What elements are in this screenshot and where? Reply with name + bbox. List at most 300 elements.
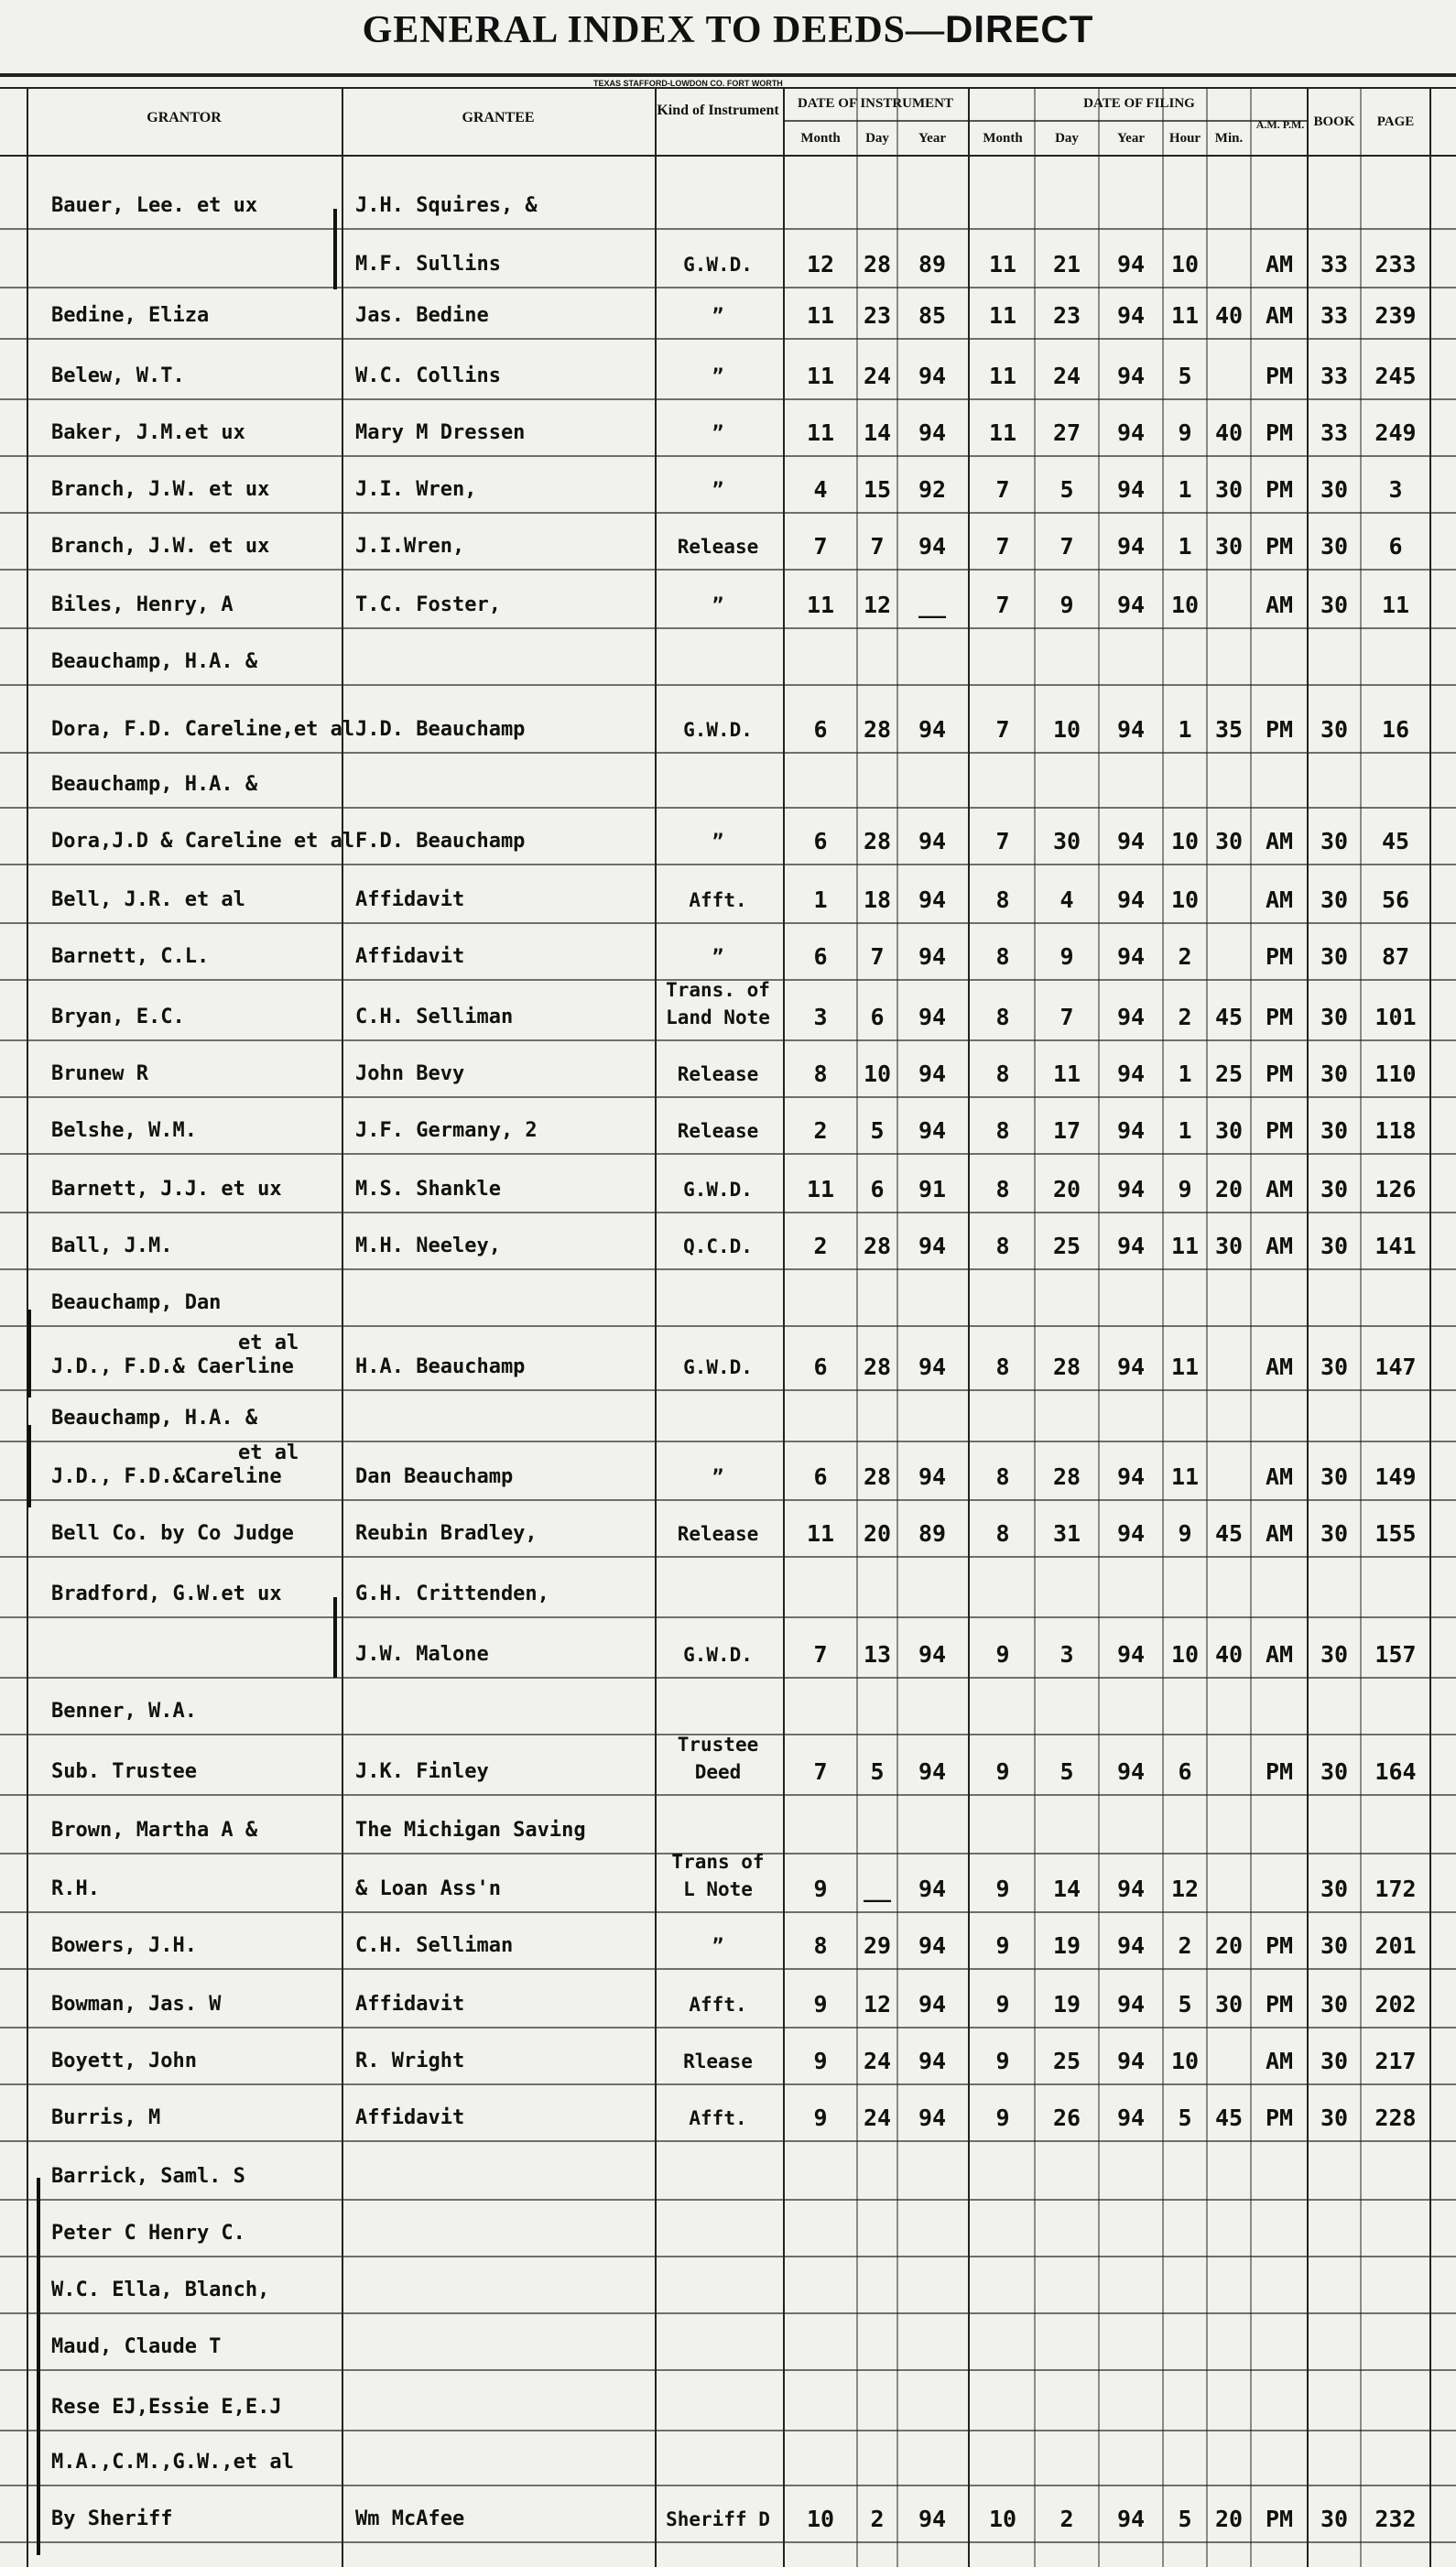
cell-ap: AM	[1265, 302, 1294, 329]
cell-book: 30	[1320, 1004, 1349, 1030]
cell-grantee: Affidavit	[355, 2106, 465, 2129]
cell-page: 249	[1375, 419, 1417, 446]
cell-m: 6	[813, 716, 828, 743]
cell-fh: 5	[1178, 2506, 1192, 2532]
cell-fm: 9	[995, 1758, 1010, 1785]
cell-grantee: The Michigan Saving	[355, 1819, 586, 1842]
cell-fh: 11	[1170, 1463, 1200, 1490]
cell-fd: 24	[1052, 363, 1081, 389]
cell-yr: 89	[918, 251, 947, 277]
cell-grantee: C.H. Selliman	[355, 1006, 514, 1028]
cell-page: 201	[1375, 1932, 1417, 1959]
cell-m: 9	[813, 1876, 828, 1902]
cell-m: 6	[813, 1463, 828, 1490]
cell-yr: 92	[918, 476, 947, 503]
cell-fd: 19	[1052, 1932, 1081, 1959]
cell-fm: 8	[995, 1004, 1010, 1030]
cell-grantor: Maud, Claude T	[51, 2335, 222, 2358]
cell-grantor: Bowers, J.H.	[51, 1934, 197, 1957]
cell-grantee: M.F. Sullins	[355, 253, 501, 276]
cell-book: 30	[1320, 1117, 1349, 1144]
cell-page: 233	[1375, 251, 1417, 277]
cell-d: 6	[870, 1176, 885, 1202]
header-date-filing: DATE OF FILING	[1083, 96, 1195, 111]
cell-grantee: Affidavit	[355, 888, 465, 911]
cell-m: 6	[813, 943, 828, 970]
cell-kind: ”	[712, 831, 724, 853]
cell-page: 11	[1381, 592, 1410, 618]
cell-grantor: Peter C Henry C.	[51, 2222, 245, 2245]
cell-grantee: Mary M Dressen	[355, 421, 526, 444]
cell-fy: 94	[1116, 943, 1146, 970]
cell-yr: 85	[918, 302, 947, 329]
cell-kind: ”	[712, 594, 724, 616]
cell-m: 3	[813, 1004, 828, 1030]
cell-page: 110	[1375, 1061, 1417, 1087]
cell-yr: 94	[918, 533, 947, 560]
cell-fm: 8	[995, 1176, 1010, 1202]
cell-fd: 11	[1052, 1061, 1081, 1087]
cell-kind-top: Trans of	[671, 1851, 765, 1873]
cell-fmin: 25	[1214, 1061, 1244, 1087]
cell-book: 30	[1320, 716, 1349, 743]
cell-d: 14	[863, 419, 892, 446]
cell-ap: PM	[1265, 363, 1294, 389]
cell-yr: 94	[918, 1758, 947, 1785]
cell-fy: 94	[1116, 1520, 1146, 1547]
cell-fm: 10	[988, 2506, 1017, 2532]
grantor-brace	[37, 2178, 40, 2555]
cell-fm: 8	[995, 943, 1010, 970]
header-month: Month	[800, 131, 841, 146]
cell-d: 6	[870, 1004, 885, 1030]
cell-grantor: By Sheriff	[51, 2507, 173, 2530]
cell-page: 228	[1375, 2105, 1417, 2131]
cell-d: 28	[863, 1463, 892, 1490]
cell-yr: 94	[918, 1932, 947, 1959]
cell-grantor: Biles, Henry, A	[51, 593, 234, 616]
cell-yr: 94	[918, 886, 947, 913]
cell-grantor: Branch, J.W. et ux	[51, 478, 270, 501]
cell-grantee: J.F. Germany, 2	[355, 1119, 538, 1142]
cell-kind: Release	[677, 536, 759, 558]
cell-book: 33	[1320, 302, 1349, 329]
cell-ap: AM	[1265, 1520, 1294, 1547]
cell-d: 13	[863, 1641, 892, 1668]
cell-ap: PM	[1265, 1991, 1294, 2018]
cell-fh: 1	[1178, 716, 1192, 743]
cell-kind: G.W.D.	[683, 719, 753, 741]
cell-grantee: W.C. Collins	[355, 364, 501, 387]
cell-fmin: 30	[1214, 828, 1244, 854]
cell-page: 155	[1375, 1520, 1417, 1547]
cell-fy: 94	[1116, 2048, 1146, 2074]
cell-fm: 8	[995, 1117, 1010, 1144]
cell-kind: Rlease	[683, 2050, 753, 2072]
printer-imprint: TEXAS STAFFORD-LOWDON CO. FORT WORTH	[593, 79, 783, 88]
cell-grantee: M.S. Shankle	[355, 1178, 501, 1201]
cell-fh: 1	[1178, 533, 1192, 560]
cell-fm: 7	[995, 476, 1010, 503]
cell-page: 56	[1381, 886, 1410, 913]
cell-m: 4	[813, 476, 828, 503]
cell-m: 7	[813, 1641, 828, 1668]
cell-kind: G.W.D.	[683, 1179, 753, 1201]
cell-m: 6	[813, 1354, 828, 1380]
cell-m: 11	[806, 592, 835, 618]
cell-yr: 94	[918, 1991, 947, 2018]
cell-fd: 5	[1059, 1758, 1074, 1785]
cell-grantee: M.H. Neeley,	[355, 1235, 501, 1257]
cell-book: 30	[1320, 592, 1349, 618]
cell-grantee: Dan Beauchamp	[355, 1465, 514, 1488]
cell-fy: 94	[1116, 1932, 1146, 1959]
cell-d: 7	[870, 943, 885, 970]
cell-grantee: J.K. Finley	[355, 1760, 489, 1783]
cell-fy: 94	[1116, 363, 1146, 389]
cell-yr: 94	[918, 1463, 947, 1490]
cell-kind-top: Trustee	[677, 1734, 759, 1756]
cell-d: 10	[863, 1061, 892, 1087]
cell-ap: AM	[1265, 2048, 1294, 2074]
cell-d: 5	[870, 1758, 885, 1785]
cell-fy: 94	[1116, 1641, 1146, 1668]
cell-fmin: 30	[1214, 1991, 1244, 2018]
cell-book: 30	[1320, 1354, 1349, 1380]
cell-fm: 8	[995, 1233, 1010, 1259]
cell-book: 30	[1320, 828, 1349, 854]
cell-grantee: G.H. Crittenden,	[355, 1583, 549, 1605]
cell-grantor: J.D., F.D.&Careline	[51, 1465, 282, 1488]
cell-fy: 94	[1116, 1061, 1146, 1087]
cell-fm: 7	[995, 533, 1010, 560]
cell-fh: 9	[1178, 419, 1192, 446]
cell-book: 30	[1320, 1176, 1349, 1202]
cell-fy: 94	[1116, 2506, 1146, 2532]
cell-fm: 9	[995, 1876, 1010, 1902]
cell-kind: G.W.D.	[683, 254, 753, 276]
cell-yr: 94	[918, 828, 947, 854]
cell-page: 126	[1375, 1176, 1417, 1202]
cell-yr: 94	[918, 2048, 947, 2074]
cell-ap: PM	[1265, 943, 1294, 970]
cell-fmin: 35	[1214, 716, 1244, 743]
cell-book: 30	[1320, 533, 1349, 560]
cell-grantor: Beauchamp, H.A. &	[51, 650, 258, 673]
cell-page: 164	[1375, 1758, 1417, 1785]
cell-book: 30	[1320, 1932, 1349, 1959]
cell-yr: 94	[918, 1061, 947, 1087]
cell-kind: Afft.	[689, 2107, 747, 2129]
cell-fm: 9	[995, 1932, 1010, 1959]
cell-fm: 9	[995, 1991, 1010, 2018]
cell-yr: 94	[918, 2506, 947, 2532]
cell-fh: 11	[1170, 1354, 1200, 1380]
cell-grantee: T.C. Foster,	[355, 593, 501, 616]
cell-fh: 5	[1178, 363, 1192, 389]
cell-d: 12	[863, 592, 892, 618]
cell-d: 24	[863, 2048, 892, 2074]
cell-fd: 10	[1052, 716, 1081, 743]
cell-fh: 10	[1170, 251, 1200, 277]
header-filing-year: Year	[1117, 131, 1145, 146]
cell-kind: ”	[712, 422, 724, 444]
cell-book: 30	[1320, 1520, 1349, 1547]
cell-grantor: Barrick, Saml. S	[51, 2165, 245, 2188]
cell-grantor: Barnett, C.L.	[51, 945, 210, 968]
header-book: BOOK	[1313, 114, 1355, 129]
cell-fm: 8	[995, 886, 1010, 913]
cell-fmin: 30	[1214, 533, 1244, 560]
cell-book: 30	[1320, 1991, 1349, 2018]
cell-fh: 10	[1170, 2048, 1200, 2074]
cell-kind: ”	[712, 1466, 724, 1488]
cell-d: 2	[870, 2506, 885, 2532]
cell-fh: 10	[1170, 886, 1200, 913]
cell-d: 28	[863, 1354, 892, 1380]
cell-d: 28	[863, 251, 892, 277]
cell-kind: Deed	[694, 1761, 742, 1783]
cell-grantor: Dora, F.D. Careline,et al	[51, 718, 355, 741]
cell-kind-top: Trans. of	[666, 979, 770, 1001]
cell-grantee: R. Wright	[355, 2050, 465, 2072]
cell-ap: AM	[1265, 1354, 1294, 1380]
cell-page: 232	[1375, 2506, 1417, 2532]
cell-fh: 11	[1170, 1233, 1200, 1259]
cell-fy: 94	[1116, 1117, 1146, 1144]
cell-kind: Release	[677, 1120, 759, 1142]
cell-grantee: H.A. Beauchamp	[355, 1355, 526, 1378]
cell-fh: 5	[1178, 1991, 1192, 2018]
cell-m: 2	[813, 1117, 828, 1144]
cell-grantee: J.D. Beauchamp	[355, 718, 526, 741]
cell-fh: 2	[1178, 1004, 1192, 1030]
cell-d: 12	[863, 1991, 892, 2018]
cell-book: 30	[1320, 943, 1349, 970]
cell-fmin: 30	[1214, 1233, 1244, 1259]
cell-fh: 5	[1178, 2105, 1192, 2131]
cell-grantor-top: et al	[238, 1441, 299, 1464]
cell-kind: ”	[712, 946, 724, 968]
cell-fmin: 30	[1214, 1117, 1244, 1144]
cell-fy: 94	[1116, 251, 1146, 277]
cell-fmin: 20	[1214, 1932, 1244, 1959]
cell-fm: 7	[995, 716, 1010, 743]
cell-page: 172	[1375, 1876, 1417, 1902]
cell-page: 245	[1375, 363, 1417, 389]
cell-fm: 11	[988, 251, 1017, 277]
cell-yr: 94	[918, 2105, 947, 2131]
cell-fm: 11	[988, 419, 1017, 446]
cell-grantor: R.H.	[51, 1877, 100, 1900]
cell-ap: PM	[1265, 1758, 1294, 1785]
cell-d: 28	[863, 1233, 892, 1259]
cell-fd: 27	[1052, 419, 1081, 446]
cell-ap: PM	[1265, 533, 1294, 560]
cell-m: 7	[813, 533, 828, 560]
cell-grantor: Rese EJ,Essie E,E.J	[51, 2396, 282, 2419]
cell-ap: AM	[1265, 1641, 1294, 1668]
cell-book: 30	[1320, 1061, 1349, 1087]
cell-page: 3	[1388, 476, 1403, 503]
cell-m: 9	[813, 2105, 828, 2131]
grantee-brace	[333, 1597, 337, 1678]
cell-m: 9	[813, 2048, 828, 2074]
cell-fh: 11	[1170, 302, 1200, 329]
cell-d: 23	[863, 302, 892, 329]
cell-grantor: Dora,J.D & Careline et al	[51, 830, 355, 853]
cell-page: 147	[1375, 1354, 1417, 1380]
cell-fm: 7	[995, 828, 1010, 854]
cell-grantor: Brunew R	[51, 1062, 148, 1085]
cell-fd: 25	[1052, 1233, 1081, 1259]
cell-fh: 2	[1178, 1932, 1192, 1959]
cell-ap: AM	[1265, 251, 1294, 277]
cell-fd: 31	[1052, 1520, 1081, 1547]
cell-yr: 94	[918, 1641, 947, 1668]
cell-yr: 94	[918, 1876, 947, 1902]
cell-fmin: 40	[1214, 1641, 1244, 1668]
cell-book: 33	[1320, 363, 1349, 389]
cell-fmin: 45	[1214, 2105, 1244, 2131]
cell-grantor: Ball, J.M.	[51, 1235, 173, 1257]
cell-m: 12	[806, 251, 835, 277]
cell-grantor: J.D., F.D.& Caerline	[51, 1355, 294, 1378]
cell-yr: __	[918, 592, 947, 618]
cell-m: 8	[813, 1932, 828, 1959]
cell-grantee: Affidavit	[355, 945, 465, 968]
cell-grantor: Bryan, E.C.	[51, 1006, 185, 1028]
cell-kind: Sheriff D	[666, 2508, 770, 2530]
cell-ap: PM	[1265, 1932, 1294, 1959]
cell-kind: G.W.D.	[683, 1356, 753, 1378]
cell-fy: 94	[1116, 533, 1146, 560]
cell-d: 20	[863, 1520, 892, 1547]
cell-grantee: C.H. Selliman	[355, 1934, 514, 1957]
cell-yr: 94	[918, 1117, 947, 1144]
cell-fm: 9	[995, 1641, 1010, 1668]
grantee-brace	[333, 209, 337, 289]
cell-yr: 91	[918, 1176, 947, 1202]
cell-grantor: Beauchamp, Dan	[51, 1291, 222, 1314]
cell-grantee: J.H. Squires, &	[355, 194, 538, 217]
cell-fmin: 30	[1214, 476, 1244, 503]
header-min: Min.	[1214, 131, 1244, 146]
cell-book: 30	[1320, 2105, 1349, 2131]
header-date-instrument: DATE OF INSTRUMENT	[797, 96, 954, 111]
cell-m: 10	[806, 2506, 835, 2532]
cell-grantor: Barnett, J.J. et ux	[51, 1178, 282, 1201]
cell-book: 30	[1320, 1876, 1349, 1902]
cell-grantor: Bowman, Jas. W	[51, 1993, 222, 2016]
cell-grantee: J.I. Wren,	[355, 478, 477, 501]
header-grantee: GRANTEE	[462, 110, 535, 125]
cell-grantor: Burris, M	[51, 2106, 161, 2129]
cell-d: 24	[863, 2105, 892, 2131]
cell-grantor: Bauer, Lee. et ux	[51, 194, 258, 217]
cell-fh: 9	[1178, 1176, 1192, 1202]
cell-book: 30	[1320, 1758, 1349, 1785]
cell-m: 11	[806, 419, 835, 446]
title-text: GENERAL INDEX TO DEEDS—	[362, 9, 946, 51]
cell-m: 11	[806, 302, 835, 329]
cell-d: 7	[870, 533, 885, 560]
cell-kind: ”	[712, 365, 724, 387]
cell-ap: AM	[1265, 828, 1294, 854]
cell-book: 33	[1320, 251, 1349, 277]
cell-grantor: M.A.,C.M.,G.W.,et al	[51, 2451, 294, 2474]
cell-book: 30	[1320, 1463, 1349, 1490]
title-direct: DIRECT	[945, 7, 1094, 50]
cell-d: 24	[863, 363, 892, 389]
cell-book: 30	[1320, 476, 1349, 503]
cell-fd: 30	[1052, 828, 1081, 854]
cell-fd: 25	[1052, 2048, 1081, 2074]
cell-kind: Release	[677, 1063, 759, 1085]
header-page: PAGE	[1376, 114, 1415, 129]
cell-grantee: J.W. Malone	[355, 1643, 489, 1666]
cell-fd: 23	[1052, 302, 1081, 329]
cell-d: 29	[863, 1932, 892, 1959]
cell-d: 28	[863, 828, 892, 854]
cell-fm: 8	[995, 1354, 1010, 1380]
cell-kind: Afft.	[689, 889, 747, 911]
cell-yr: 94	[918, 419, 947, 446]
cell-fy: 94	[1116, 1876, 1146, 1902]
cell-fy: 94	[1116, 1176, 1146, 1202]
cell-ap: PM	[1265, 716, 1294, 743]
cell-ap: AM	[1265, 1233, 1294, 1259]
cell-grantee: Jas. Bedine	[355, 304, 489, 327]
cell-fy: 94	[1116, 302, 1146, 329]
cell-page: 118	[1375, 1117, 1417, 1144]
cell-fm: 8	[995, 1520, 1010, 1547]
cell-page: 202	[1375, 1991, 1417, 2018]
cell-fd: 7	[1059, 533, 1074, 560]
cell-fy: 94	[1116, 2105, 1146, 2131]
cell-fd: 19	[1052, 1991, 1081, 2018]
cell-ap: AM	[1265, 1176, 1294, 1202]
cell-m: 11	[806, 1176, 835, 1202]
cell-book: 33	[1320, 419, 1349, 446]
cell-page: 6	[1388, 533, 1403, 560]
cell-grantor: Boyett, John	[51, 2050, 197, 2072]
cell-ap: AM	[1265, 886, 1294, 913]
cell-fd: 17	[1052, 1117, 1081, 1144]
cell-book: 30	[1320, 886, 1349, 913]
cell-yr: 94	[918, 716, 947, 743]
cell-d: 18	[863, 886, 892, 913]
header-filing-month: Month	[983, 131, 1023, 146]
cell-ap: PM	[1265, 1117, 1294, 1144]
cell-yr: 94	[918, 1233, 947, 1259]
cell-fy: 94	[1116, 886, 1146, 913]
cell-fh: 1	[1178, 1117, 1192, 1144]
cell-grantor: Bradford, G.W.et ux	[51, 1583, 282, 1605]
cell-fy: 94	[1116, 828, 1146, 854]
cell-grantor: Sub. Trustee	[51, 1760, 197, 1783]
cell-grantee: Affidavit	[355, 1993, 465, 2016]
cell-fm: 9	[995, 2105, 1010, 2131]
cell-grantee: J.I.Wren,	[355, 535, 465, 558]
cell-fh: 1	[1178, 476, 1192, 503]
cell-grantee: & Loan Ass'n	[355, 1877, 501, 1900]
cell-d: 5	[870, 1117, 885, 1144]
cell-d: 28	[863, 716, 892, 743]
cell-kind: G.W.D.	[683, 1644, 753, 1666]
cell-m: 9	[813, 1991, 828, 2018]
cell-kind: Release	[677, 1523, 759, 1545]
